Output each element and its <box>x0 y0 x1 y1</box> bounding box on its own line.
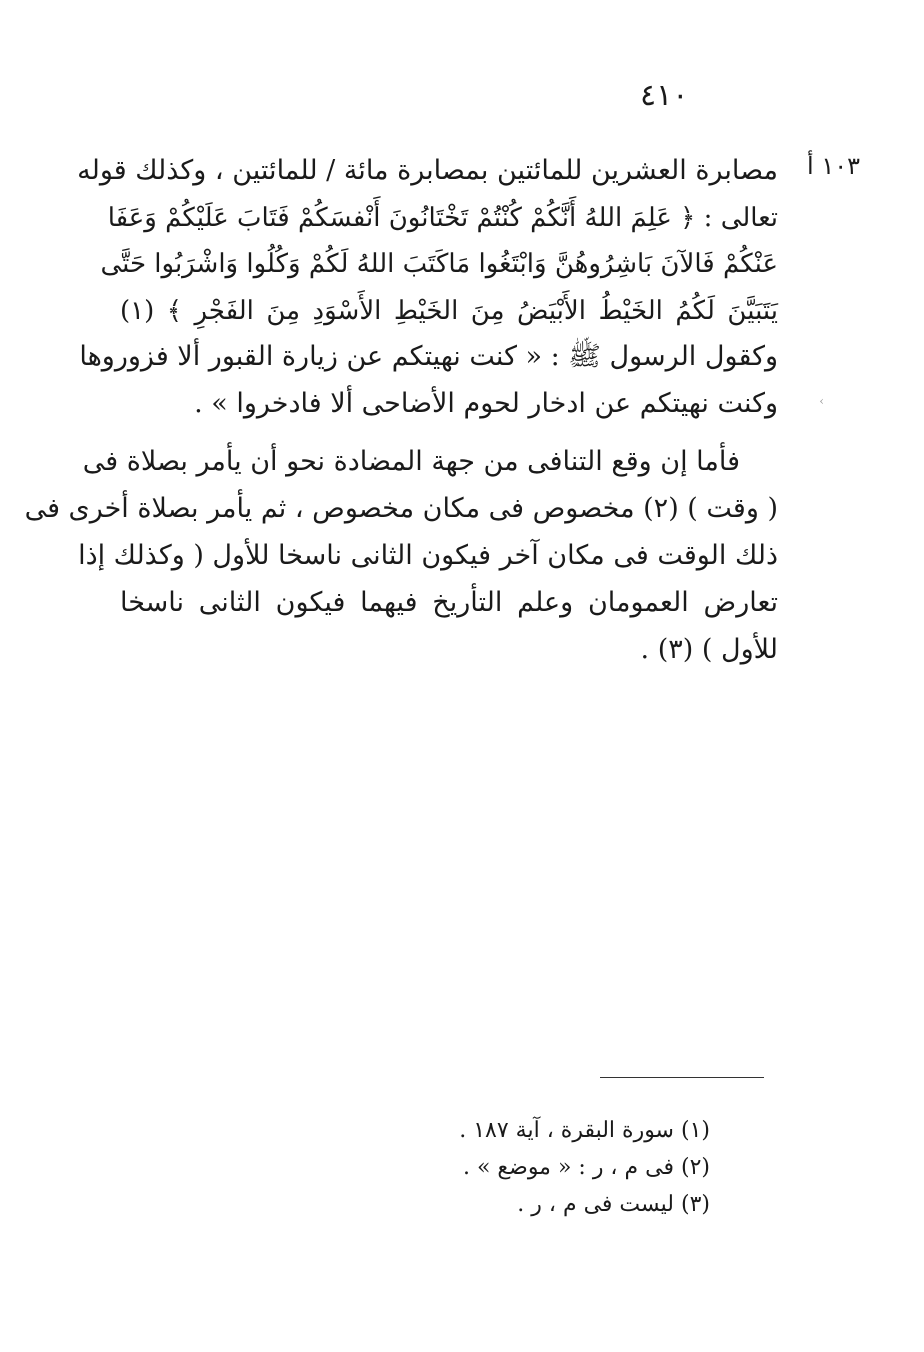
paragraph-1-line-3: عَنْكُمْ فَالآنَ بَاشِرُوهُنَّ وَابْتَغُوا مَاكَتَبَ اللهُ لَكُمْ وَكُلُوا وَاشْرَبُوا حَتَّى <box>100 249 778 279</box>
paragraph-1 <box>77 148 778 427</box>
footnote-2: (٢) فى م ، ر : « موضع » . <box>462 1155 710 1180</box>
paragraph-1-line-4: يَتَبَيَّنَ لَكُمُ الخَيْطُ الأَبْيَضُ مِنَ الخَيْطِ الأَسْوَدِ مِنَ الفَجْرِ ﴾ (١) <box>120 295 778 326</box>
paragraph-2 <box>24 438 778 673</box>
paragraph-2-line-2: ( وقت ) (٢) مخصوص فى مكان مخصوص ، ثم يأمر بصلاة أخرى فى <box>24 493 778 524</box>
paragraph-2-line-3: ذلك الوقت فى مكان آخر فيكون الثانى ناسخا للأول ( وكذلك إذا <box>78 540 778 571</box>
paragraph-2-line-5: للأول ) (٣) . <box>640 634 778 665</box>
paragraph-1-line-5: وكقول الرسول ﷺ : « كنت نهيتكم عن زيارة القبور ألا فزوروها <box>79 341 778 372</box>
footnote-separator <box>600 1077 764 1078</box>
paragraph-2-line-1: فأما إن وقع التنافى من جهة المضادة نحو أن يأمر بصلاة فى <box>82 446 740 477</box>
paragraph-1-line-1: مصابرة العشرين للمائتين بمصابرة مائة / للمائتين ، وكذلك قوله <box>77 155 778 186</box>
paragraph-1-line-2: تعالى : ﴿ عَلِمَ اللهُ أَنَّكُمْ كُنْتُمْ تَخْتَانُونَ أَنْفسَكُمْ فَتَابَ عَلَيْكُمْ وَعَفَا <box>107 202 778 233</box>
manuscript-folio-reference: ١٠٣ أ <box>807 152 860 180</box>
paragraph-1-line-6: وكنت نهيتكم عن ادخار لحوم الأضاحى ألا فادخروا » . <box>194 387 778 419</box>
footnote-3: (٣) ليست فى م ، ر . <box>517 1192 710 1217</box>
footnote-1: (١) سورة البقرة ، آية ١٨٧ . <box>459 1118 710 1143</box>
margin-mark: › <box>819 394 824 408</box>
page-number: ٤١٠ <box>640 78 689 113</box>
paragraph-2-line-4: تعارض العمومان وعلم التأريخ فيهما فيكون الثانى ناسخا <box>120 587 778 618</box>
footnotes <box>380 1112 710 1223</box>
